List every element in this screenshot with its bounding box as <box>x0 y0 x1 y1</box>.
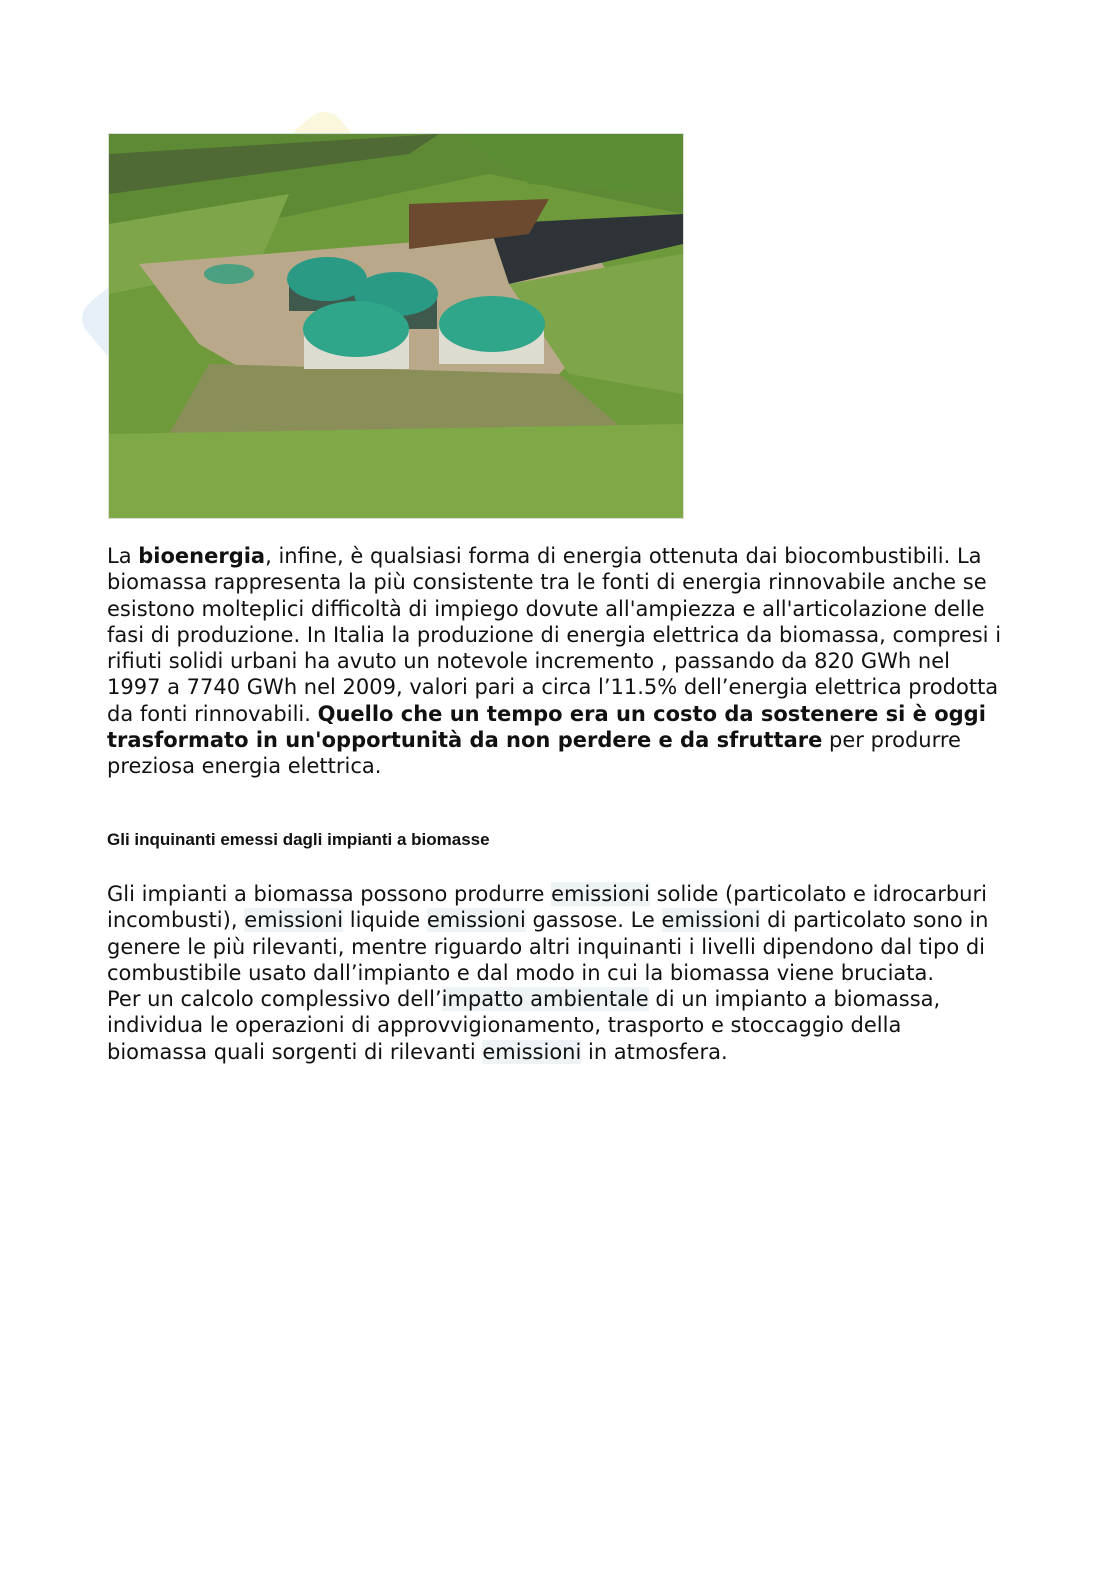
highlight-impatto-ambientale: impatto ambientale <box>441 987 649 1012</box>
highlight-emissioni: emissioni <box>551 882 650 906</box>
section-heading: Gli inquinanti emessi dagli impianti a biomasse <box>107 830 490 849</box>
highlight-emissioni: emissioni <box>244 908 344 933</box>
biogas-plant-photo <box>108 133 684 519</box>
highlight-emissioni: emissioni <box>661 908 761 933</box>
highlight-emissioni: emissioni <box>426 908 526 933</box>
emissions-paragraph: Gli impianti a biomassa possono produrre emissioni solide (particolato e idrocarburi incombusti), emissioni liquide emissioni gassose. Le emissioni di particolato sono in genere le più rilevanti, mentre riguardo altri inquinanti i livelli dipendono dal tipo di combustibile usato dall’impianto e dal modo in cui la biomassa viene bruciata. Per un calcolo complessivo dell’impatto ambientale di un impianto a biomassa, individua le operazioni di approvvigionamento, trasporto e stoccaggio della biomassa quali sorgenti di rilevanti emissioni in atmosfera. <box>107 882 989 1064</box>
highlight-emissioni: emissioni <box>482 1039 582 1064</box>
bioenergia-paragraph: La bioenergia, infine, è qualsiasi forma di energia ottenuta dai biocombustibili. La biomassa rappresenta la più consistente tra le fonti di energia rinnovabile anche se esistono molteplici difficoltà di impiego dovute all'ampiezza e all'articolazione delle fasi di produzione. In Italia la produzione di energia elettrica da biomassa, compresi i rifiuti solidi urbani ha avuto un notevole incremento , passando da 820 GWh nel 1997 a 7740 GWh nel 2009, valori pari a circa l’11.5% dell’energia elettrica prodotta da fonti rinnovabili. Quello che un tempo era un costo da sostenere si è oggi trasformato in un'opportunità da non perdere e da sfruttare per produrre preziosa energia elettrica. <box>107 544 1002 779</box>
